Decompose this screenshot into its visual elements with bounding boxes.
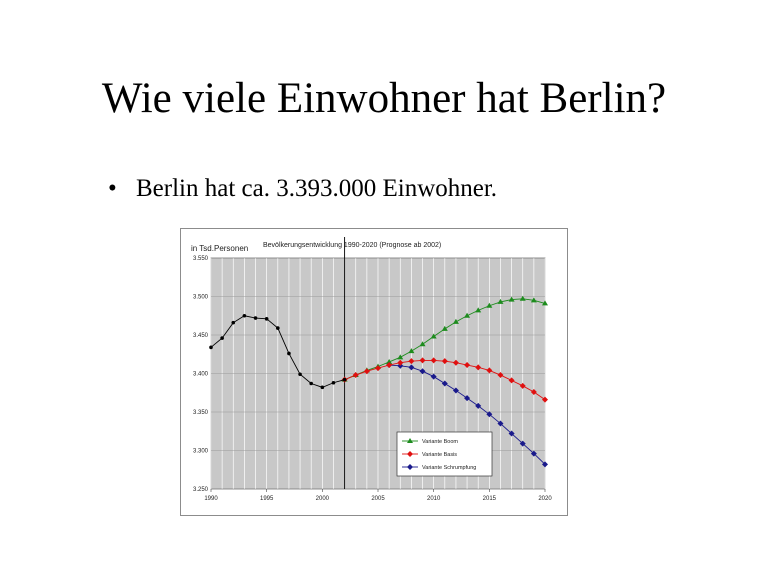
y-tick-label: 3.450 (192, 333, 208, 339)
chart-title: Bevölkerungsentwicklung 1990-2020 (Prognose ab 2002) (263, 242, 442, 249)
legend-label: Variante Basis (422, 452, 458, 458)
y-tick-label: 3.500 (192, 294, 208, 301)
x-tick-label: 1995 (259, 496, 274, 502)
bullet-text: Berlin hat ca. 3.393.000 Einwohner. (136, 175, 498, 202)
y-tick-label: 3.550 (192, 256, 208, 262)
y-tick-label: 3.400 (192, 371, 208, 378)
data-point (231, 321, 235, 325)
chart-svg (181, 229, 567, 515)
data-point (265, 317, 269, 321)
data-point (287, 352, 291, 356)
y-tick-label: 3.250 (192, 487, 208, 493)
x-tick-label: 1990 (204, 496, 218, 502)
data-point (332, 381, 336, 385)
x-tick-label: 2000 (315, 496, 330, 502)
data-point (220, 336, 224, 340)
y-axis-label: in Tsd.Personen (191, 244, 249, 253)
data-point (209, 346, 213, 350)
x-tick-label: 2020 (538, 496, 552, 502)
legend-label: Variante Schrumpfung (422, 465, 477, 471)
x-tick-label: 2010 (426, 496, 441, 502)
plot-area (193, 237, 552, 502)
y-tick-label: 3.300 (192, 448, 208, 455)
bullet-item (108, 175, 497, 203)
data-point (321, 386, 325, 390)
data-point (309, 382, 313, 386)
x-tick-label: 2005 (371, 496, 385, 502)
data-point (343, 378, 347, 382)
x-tick-label: 2015 (482, 496, 497, 502)
data-point (254, 316, 258, 320)
bullet-dot-icon: • (108, 175, 117, 202)
data-point (243, 314, 247, 318)
y-tick-label: 3.350 (192, 410, 208, 416)
data-point (298, 372, 302, 376)
legend-label: Variante Boom (422, 439, 458, 445)
data-point (276, 326, 280, 330)
population-chart (180, 228, 568, 516)
slide-title: Wie viele Einwohner hat Berlin? (101, 75, 667, 122)
